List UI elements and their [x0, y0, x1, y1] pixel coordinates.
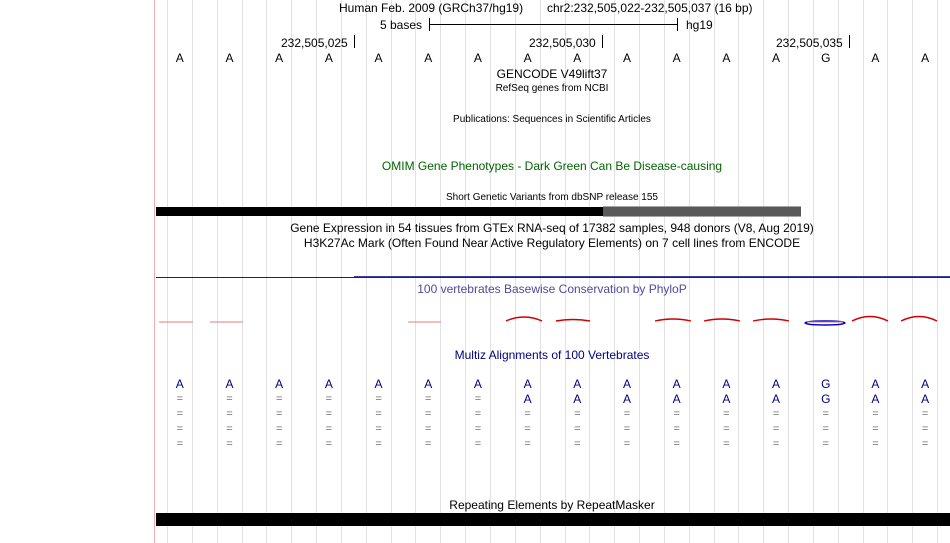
gencode-track-title[interactable]: GENCODE V49lift37: [496, 67, 608, 81]
alignment-cell: =: [474, 408, 482, 420]
phylop-negative-base-g: [805, 321, 845, 325]
refseq-track-subtitle[interactable]: RefSeq genes from NCBI: [495, 83, 609, 94]
gridline: [341, 0, 342, 543]
alignment-cell: =: [524, 423, 531, 435]
h3k27ac-track-title[interactable]: H3K27Ac Mark (Often Found Near Active Regulatory Elements) on 7 cell lines from ENCODE: [303, 236, 801, 250]
alignment-cell: =: [425, 408, 432, 420]
alignment-cell: =: [822, 408, 829, 420]
coord-tick-label-3: 232,505,035: [776, 36, 843, 50]
gridline: [316, 0, 317, 543]
coord-tick-label-1: 232,505,025: [281, 36, 348, 50]
alignment-cell: =: [275, 408, 283, 420]
alignment-cell: A: [424, 377, 433, 391]
alignment-cell: =: [872, 438, 879, 450]
gridline: [639, 0, 640, 543]
gridline: [291, 0, 292, 543]
alignment-cell: =: [176, 393, 184, 405]
base-letter: A: [772, 51, 781, 65]
base-letter: A: [175, 51, 184, 65]
gridline: [614, 0, 615, 543]
alignment-cell: A: [573, 392, 582, 406]
gridline: [465, 0, 466, 543]
phylop-positive-peaks: [506, 317, 937, 322]
alignment-cell: =: [474, 393, 482, 405]
gridline: [788, 0, 789, 543]
alignment-cell: =: [226, 438, 233, 450]
scale-bar: [429, 24, 677, 25]
alignment-cell: =: [176, 438, 184, 450]
alignment-cell: =: [275, 438, 283, 450]
alignment-cell: G: [821, 377, 831, 391]
alignment-cell: A: [772, 377, 781, 391]
gridline: [266, 0, 267, 543]
alignment-cell: =: [474, 438, 482, 450]
base-letter: A: [523, 51, 532, 65]
assembly-name: Human Feb. 2009 (GRCh37/hg19): [339, 1, 524, 15]
alignment-cell: =: [226, 423, 233, 435]
multiz-track-title[interactable]: Multiz Alignments of 100 Vertebrates: [454, 348, 650, 362]
alignment-cell: A: [722, 377, 731, 391]
gridline: [763, 0, 764, 543]
alignment-cell: =: [176, 408, 184, 420]
alignment-cell: =: [772, 423, 780, 435]
repeatmasker-track-title[interactable]: Repeating Elements by RepeatMasker: [449, 498, 655, 512]
alignment-cell: =: [623, 423, 631, 435]
base-letter: G: [821, 51, 831, 65]
publications-track-title[interactable]: Publications: Sequences in Scientific Articles: [453, 114, 651, 125]
window-position-text: chr2:232,505,022-232,505,037 (16 bp): [547, 1, 753, 15]
track-label-column: [0, 0, 155, 543]
base-letter: A: [374, 51, 383, 65]
alignment-cell: =: [822, 438, 829, 450]
gridline: [689, 0, 690, 543]
scale-bar-left-tick: [429, 18, 430, 31]
alignment-cell: =: [375, 408, 382, 420]
alignment-cell: =: [723, 438, 730, 450]
alignment-cell: =: [772, 438, 780, 450]
alignment-cell: =: [524, 438, 531, 450]
alignment-cell: A: [225, 377, 234, 391]
alignment-cell: =: [921, 438, 929, 450]
omim-track-title[interactable]: OMIM Gene Phenotypes - Dark Green Can Be Disease-causing: [381, 159, 723, 173]
gridline: [391, 0, 392, 543]
alignment-cell: =: [425, 393, 432, 405]
gridline: [838, 0, 839, 543]
alignment-cell: A: [921, 392, 930, 406]
alignment-cell: G: [821, 392, 831, 406]
alignment-cell: =: [325, 408, 333, 420]
alignment-cell: =: [375, 423, 382, 435]
dbsnp-track-title[interactable]: Short Genetic Variants from dbSNP release 155: [446, 192, 658, 203]
phylop-conservation-plot[interactable]: [155, 305, 950, 335]
alignment-cell: =: [275, 393, 283, 405]
base-letter: A: [573, 51, 582, 65]
gridline: [664, 0, 665, 543]
alignment-cell: =: [723, 423, 730, 435]
alignment-cell: =: [872, 423, 879, 435]
base-letter: A: [722, 51, 731, 65]
alignment-cell: A: [324, 377, 333, 391]
h3k27ac-signal-line-right: [354, 276, 950, 277]
h3k27ac-signal-line: [156, 277, 950, 278]
alignment-cell: A: [275, 377, 284, 391]
alignment-cell: =: [226, 393, 233, 405]
alignment-cell: =: [425, 438, 432, 450]
alignment-cell: A: [175, 377, 184, 391]
alignment-cell: A: [871, 392, 880, 406]
alignment-cell: =: [226, 408, 233, 420]
base-letter: A: [424, 51, 433, 65]
alignment-cell: A: [523, 377, 532, 391]
gridline: [813, 0, 814, 543]
alignment-cell: =: [772, 408, 780, 420]
common-dbsnp-feature-shadow: [603, 206, 801, 217]
alignment-cell: A: [622, 377, 631, 391]
base-letter: A: [622, 51, 631, 65]
gridline: [714, 0, 715, 543]
alignment-cell: =: [425, 423, 432, 435]
alignment-cell: =: [375, 393, 382, 405]
coord-tick-mark-2: [602, 35, 603, 48]
alignment-cell: A: [672, 377, 681, 391]
alignment-cell: =: [673, 408, 680, 420]
alignment-cell: A: [374, 377, 383, 391]
gridline: [937, 0, 938, 543]
gridline: [366, 0, 367, 543]
base-letter: A: [473, 51, 482, 65]
coord-tick-mark-3: [849, 35, 850, 48]
alignment-cell: =: [574, 408, 581, 420]
alignment-cell: A: [473, 377, 482, 391]
alignment-cell: =: [921, 423, 929, 435]
base-letter: A: [921, 51, 930, 65]
base-letter: A: [324, 51, 333, 65]
repeatmasker-feature[interactable]: [156, 513, 950, 526]
scale-db: hg19: [686, 18, 713, 32]
base-letter: A: [871, 51, 880, 65]
gridline: [415, 0, 416, 543]
alignment-cell: A: [722, 392, 731, 406]
alignment-cell: =: [275, 423, 283, 435]
alignment-cell: A: [622, 392, 631, 406]
scale-bar-right-tick: [677, 18, 678, 31]
gridline: [738, 0, 739, 543]
alignment-cell: =: [325, 423, 333, 435]
alignment-cell: A: [921, 377, 930, 391]
alignment-cell: =: [524, 408, 531, 420]
alignment-cell: =: [673, 423, 680, 435]
gridline: [242, 0, 243, 543]
alignment-cell: =: [574, 438, 581, 450]
alignment-cell: =: [375, 438, 382, 450]
base-letter: A: [225, 51, 234, 65]
gridline: [490, 0, 491, 543]
alignment-cell: A: [573, 377, 582, 391]
alignment-cell: =: [822, 423, 829, 435]
gridline: [887, 0, 888, 543]
gridline: [192, 0, 193, 543]
alignment-cell: =: [921, 408, 929, 420]
base-letter: A: [275, 51, 284, 65]
alignment-cell: =: [325, 438, 333, 450]
alignment-cell: =: [673, 438, 680, 450]
alignment-cell: =: [474, 423, 482, 435]
gridline: [440, 0, 441, 543]
alignment-cell: =: [872, 408, 879, 420]
alignment-cell: A: [871, 377, 880, 391]
label-column-divider: [154, 0, 155, 543]
alignment-cell: A: [672, 392, 681, 406]
alignment-cell: =: [176, 423, 184, 435]
alignment-cell: =: [623, 438, 631, 450]
gridline: [912, 0, 913, 543]
alignment-cell: =: [325, 393, 333, 405]
gridline: [863, 0, 864, 543]
alignment-cell: A: [523, 392, 532, 406]
alignment-cell: A: [772, 392, 781, 406]
gridline: [217, 0, 218, 543]
alignment-cell: =: [623, 408, 631, 420]
scale-text: 5 bases: [380, 18, 423, 32]
alignment-cell: =: [723, 408, 730, 420]
gtex-track-title[interactable]: Gene Expression in 54 tissues from GTEx RNA-seq of 17382 samples, 948 donors (V8, Aug 2019): [290, 221, 814, 235]
coord-tick-label-2: 232,505,030: [529, 36, 596, 50]
base-letter: A: [672, 51, 681, 65]
alignment-cell: =: [574, 423, 581, 435]
gridline: [167, 0, 168, 543]
coord-tick-mark-1: [354, 35, 355, 48]
phylop-track-title[interactable]: 100 vertebrates Basewise Conservation by PhyloP: [417, 282, 687, 296]
